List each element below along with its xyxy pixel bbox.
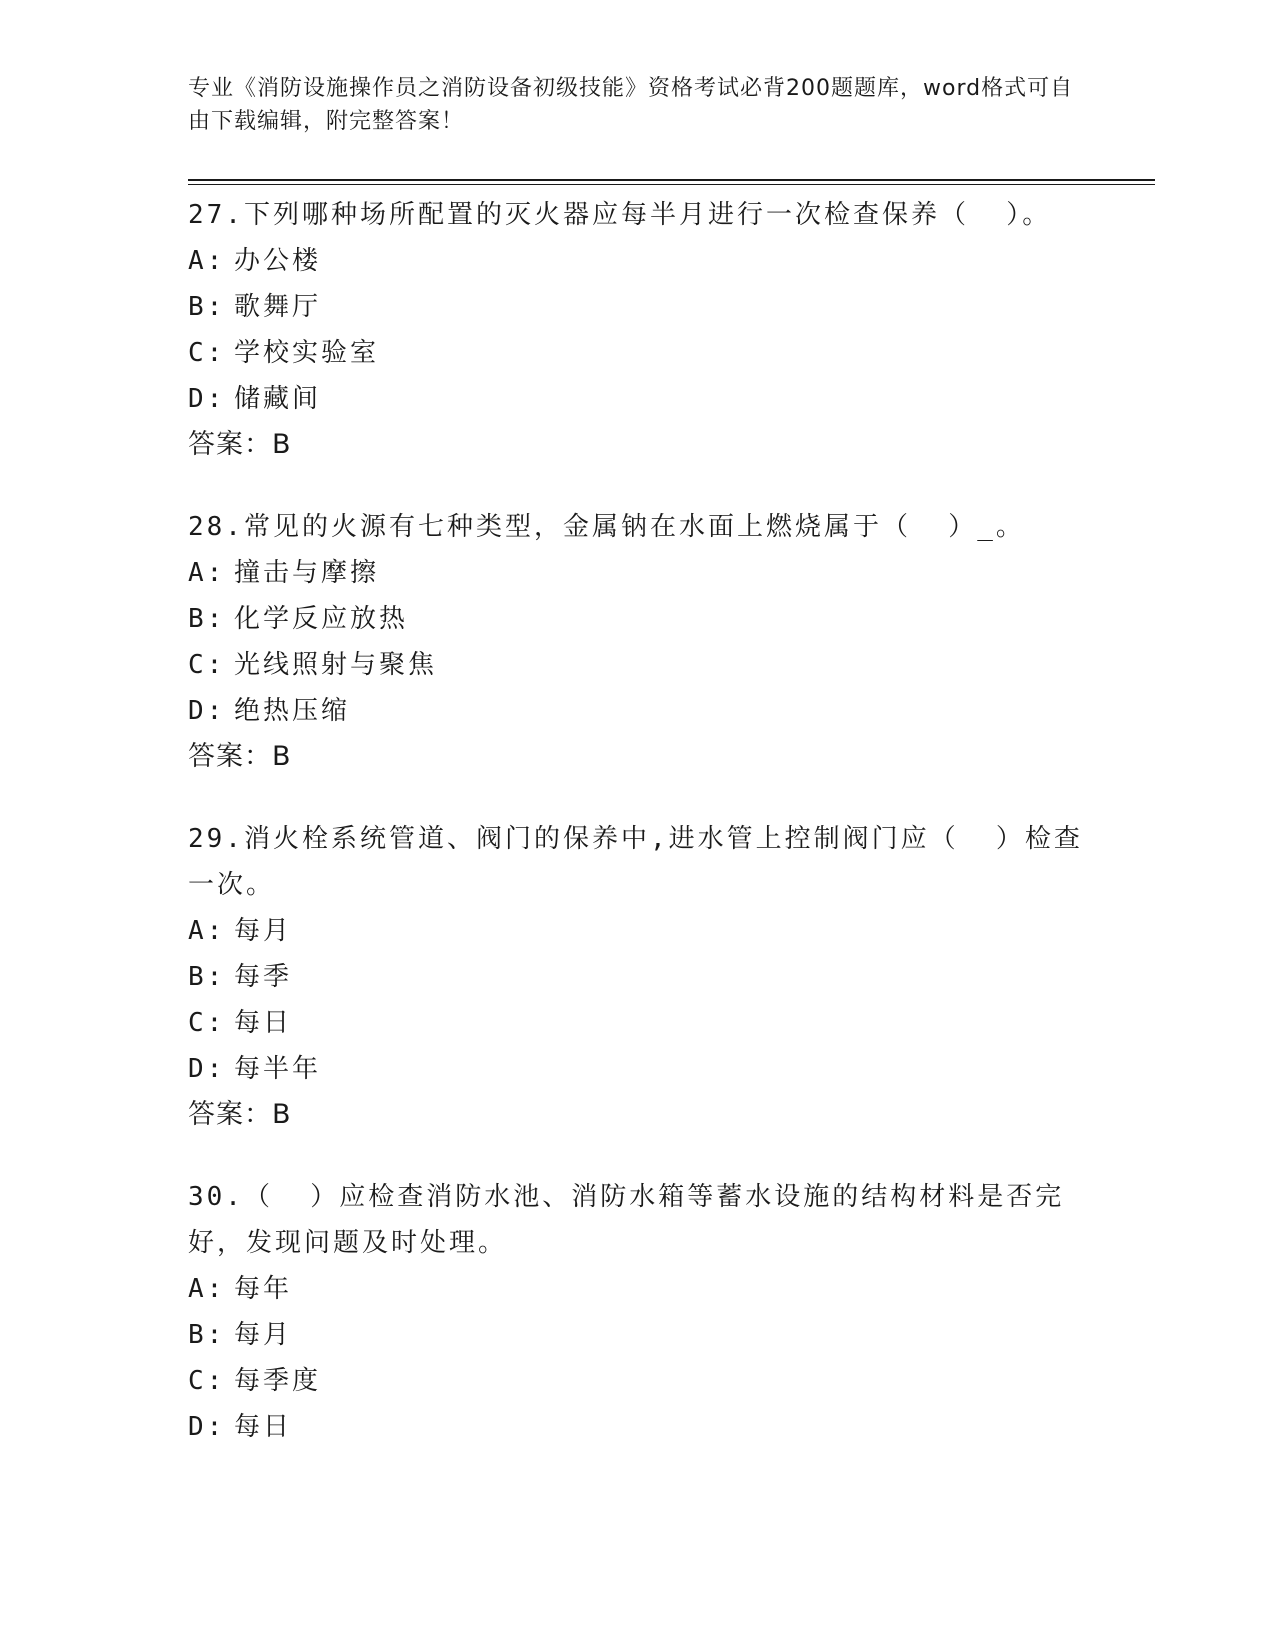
question-list bbox=[188, 192, 1088, 1486]
option-letter: D: bbox=[188, 1412, 226, 1442]
option-text: 每月 bbox=[234, 916, 293, 946]
document-header: 专业《消防设施操作员之消防设备初级技能》资格考试必背200题题库，word格式可自由下载编辑，附完整答案！ bbox=[188, 76, 1074, 134]
option-c bbox=[188, 642, 1088, 688]
answer-line: 答案：B bbox=[188, 741, 292, 772]
question-stem: 28.常见的火源有七种类型，金属钠在水面上燃烧属于（ ）_。 bbox=[188, 512, 1025, 542]
option-letter: C: bbox=[188, 650, 226, 680]
option-text: 撞击与摩擦 bbox=[234, 558, 380, 588]
question-27 bbox=[188, 192, 1088, 468]
option-letter: D: bbox=[188, 1054, 226, 1084]
option-text: 学校实验室 bbox=[234, 338, 380, 368]
option-text: 每日 bbox=[234, 1412, 293, 1442]
option-text: 歌舞厅 bbox=[234, 292, 322, 322]
option-b bbox=[188, 954, 1088, 1000]
option-text: 每日 bbox=[234, 1008, 293, 1038]
option-letter: C: bbox=[188, 338, 226, 368]
option-text: 每月 bbox=[234, 1320, 293, 1350]
option-d bbox=[188, 688, 1088, 734]
question-stem: 27.下列哪种场所配置的灭火器应每半月进行一次检查保养（ ）。 bbox=[188, 200, 1052, 230]
question-28 bbox=[188, 504, 1088, 780]
answer-line: 答案：B bbox=[188, 429, 292, 460]
option-c bbox=[188, 330, 1088, 376]
option-text: 办公楼 bbox=[234, 246, 322, 276]
option-letter: A: bbox=[188, 246, 226, 276]
option-a bbox=[188, 908, 1088, 954]
option-text: 化学反应放热 bbox=[234, 604, 409, 634]
option-letter: D: bbox=[188, 384, 226, 414]
option-text: 每季 bbox=[234, 962, 293, 992]
option-text: 每半年 bbox=[234, 1054, 322, 1084]
option-text: 储藏间 bbox=[234, 384, 322, 414]
option-c bbox=[188, 1000, 1088, 1046]
option-b bbox=[188, 1312, 1088, 1358]
option-a bbox=[188, 238, 1088, 284]
option-letter: C: bbox=[188, 1366, 226, 1396]
question-30 bbox=[188, 1174, 1088, 1450]
option-letter: A: bbox=[188, 1274, 226, 1304]
option-a bbox=[188, 550, 1088, 596]
option-text: 每季度 bbox=[234, 1366, 322, 1396]
header-rule-thin bbox=[188, 184, 1155, 185]
option-text: 光线照射与聚焦 bbox=[234, 650, 438, 680]
answer-line: 答案：B bbox=[188, 1099, 292, 1130]
option-c bbox=[188, 1358, 1088, 1404]
option-letter: B: bbox=[188, 604, 226, 634]
option-text: 每年 bbox=[234, 1274, 293, 1304]
option-letter: D: bbox=[188, 696, 226, 726]
question-29 bbox=[188, 816, 1088, 1138]
option-letter: B: bbox=[188, 292, 226, 322]
option-letter: B: bbox=[188, 962, 226, 992]
question-stem: 30.（ ）应检查消防水池、消防水箱等蓄水设施的结构材料是否完好，发现问题及时处理。 bbox=[188, 1182, 1065, 1258]
option-text: 绝热压缩 bbox=[234, 696, 351, 726]
option-a bbox=[188, 1266, 1088, 1312]
option-letter: A: bbox=[188, 558, 226, 588]
question-stem: 29.消火栓系统管道、阀门的保养中,进水管上控制阀门应（ ）检查一次。 bbox=[188, 824, 1083, 900]
option-letter: B: bbox=[188, 1320, 226, 1350]
option-letter: C: bbox=[188, 1008, 226, 1038]
option-b bbox=[188, 284, 1088, 330]
option-d bbox=[188, 1046, 1088, 1092]
header-rule-thick bbox=[188, 179, 1155, 181]
option-d bbox=[188, 1404, 1088, 1450]
option-d bbox=[188, 376, 1088, 422]
option-b bbox=[188, 596, 1088, 642]
option-letter: A: bbox=[188, 916, 226, 946]
